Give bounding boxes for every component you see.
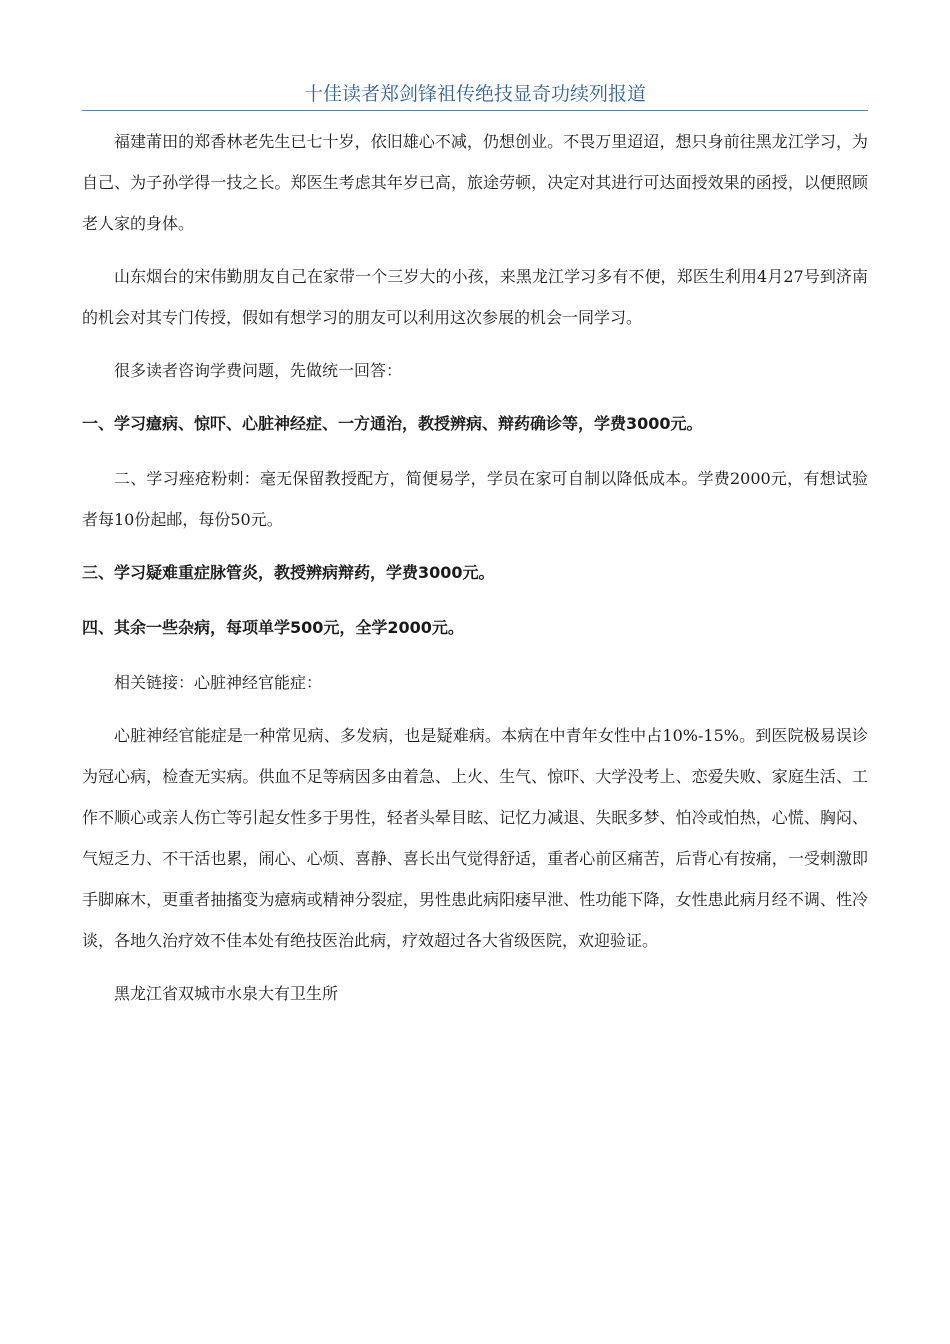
tuition-item-1: 一、学习癔病、惊吓、心脏神经症、一方通治，教授辨病、辩药确诊等，学费3000元。: [82, 414, 703, 433]
title-underline: [82, 110, 868, 111]
paragraph-cardiac-neurosis: 心脏神经官能症是一种常见病、多发病，也是疑难病。本病在中青年女性中占10%-15%。到医院极易误诊为冠心病，检查无实病。供血不足等病因多由着急、上火、生气、惊吓、大学没考上、恋爱失败、家庭生活、工作不顺心或亲人伤亡等引起女性多于男性，轻者头晕目眩、记忆力减退、失眠多梦、怕冷或怕热，心慌、胸闷、气短乏力、不干活也累，闹心、心烦、喜静、喜长出气觉得舒适，重者心前区痛苦，后背心有按痛，一受刺激即手脚麻木，更重者抽搐变为癔病或精神分裂症，男性患此病阳痿早泄、性功能下降，女性患此病月经不调、性冷谈，各地久治疗效不佳本处有绝技医治此病，疗效超过各大省级医院，欢迎验证。: [82, 726, 868, 950]
tuition-item-4: 四、其余一些杂病，每项单学500元，全学2000元。: [82, 618, 464, 637]
related-link-heading: 相关链接：心脏神经官能症：: [114, 673, 323, 692]
paragraph-tuition-intro: 很多读者咨询学费问题，先做统一回答：: [114, 361, 403, 380]
document-title: 十佳读者郑剑锋祖传绝技显奇功续列报道: [303, 83, 646, 105]
document-page: [82, 78, 868, 1014]
tuition-item-2: 二、学习痤疮粉刺：毫无保留教授配方，简便易学，学员在家可自制以降低成本。学费2000元，有想试验者每10份起邮，每份50元。: [82, 469, 868, 529]
paragraph-zheng-xianglin: 福建莆田的郑香林老先生已七十岁，依旧雄心不减，仍想创业。不畏万里迢迢，想只身前往黑龙江学习，为自己、为子孙学得一技之长。郑医生考虑其年岁已高，旅途劳顿，决定对其进行可达面授效果的函授，以便照顾老人家的身体。: [82, 132, 868, 233]
clinic-signature: 黑龙江省双城市水泉大有卫生所: [114, 984, 339, 1003]
tuition-item-3: 三、学习疑难重症脉管炎，教授辨病辩药，学费3000元。: [82, 563, 495, 582]
paragraph-song-weiqin: 山东烟台的宋伟勤朋友自己在家带一个三岁大的小孩，来黑龙江学习多有不便，郑医生利用4月27号到济南的机会对其专门传授，假如有想学习的朋友可以利用这次参展的机会一同学习。: [82, 267, 868, 327]
